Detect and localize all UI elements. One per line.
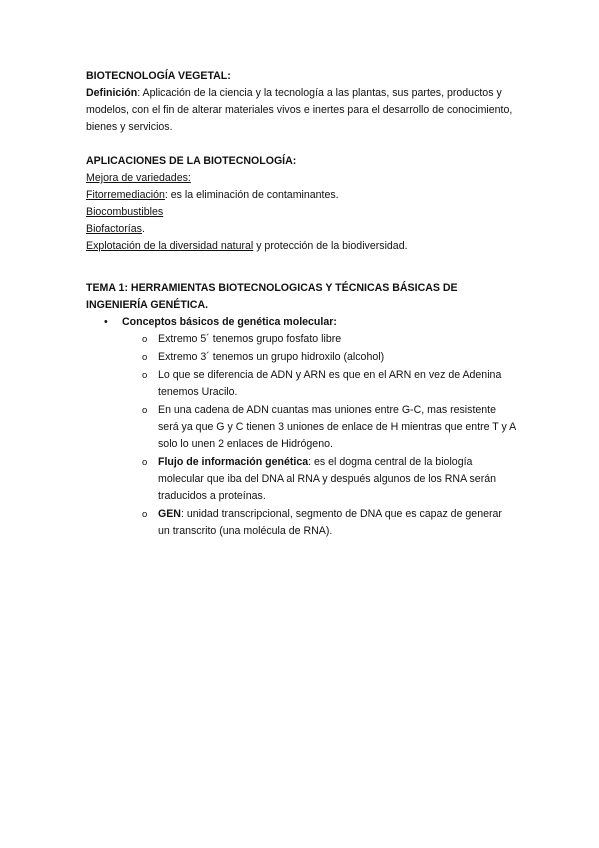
section-title-tema-1: TEMA 1: HERRAMIENTAS BIOTECNOLOGICAS Y TÉCNICAS BÁSICAS DE INGENIERÍA GENÉTICA. [86,282,458,311]
aplicacion-item: Biofactorías. [86,223,145,235]
list-item: o Extremo 3´ tenemos un grupo hidroxilo (alcohol) [86,349,516,366]
aplicacion-item: Fitorremediación: es la eliminación de contaminantes. [86,189,339,201]
list-item: o En una cadena de ADN cuantas mas uniones entre G-C, mas resistente será ya que G y C tienen 3 uniones de enlace de H mientras que entre T y A solo lo unen 2 enlaces de Hidrógeno. [142,404,516,450]
circle-bullet-icon: o [142,405,148,416]
list-item: o Lo que se diferencia de ADN y ARN es que en el ARN en vez de Adenina tenemos Uracilo. [142,369,502,398]
definition-label: Definición [86,87,138,99]
section-title-biotecnologia-vegetal: BIOTECNOLOGÍA VEGETAL: [86,70,231,82]
aplicacion-item: Explotación de la diversidad natural y protección de la biodiversidad. [86,240,408,252]
definition-text: : Aplicación de la ciencia y la tecnología a las plantas, sus partes, productos y modelos, con el fin de alterar materiales vivos e inertes para el desarrollo de conocimiento, bienes y servicios. [86,87,513,133]
list-item: o GEN: unidad transcripcional, segmento de DNA que es capaz de generar un transcrito (una molécula de RNA). [142,508,502,537]
aplicacion-item: Mejora de variedades: [86,172,191,184]
aplicacion-item: Biocombustibles [86,206,164,218]
aplicaciones-list [86,170,516,255]
bullet-label: Conceptos básicos de genética molecular: [122,316,337,328]
circle-bullet-icon: o [142,334,148,345]
list-item: o Flujo de información genética: es el dogma central de la biología molecular que iba del DNA al RNA y después algunos de los RNA serán traducidos a proteínas. [142,456,497,502]
bullet-conceptos-basicos [86,314,516,331]
conceptos-sub-list [86,331,516,540]
circle-bullet-icon: o [142,352,148,363]
circle-bullet-icon: o [142,457,148,468]
circle-bullet-icon: o [142,370,148,381]
document-page [86,68,516,541]
section-title-aplicaciones: APLICACIONES DE LA BIOTECNOLOGÍA: [86,155,297,167]
list-item: o Extremo 5´ tenemos grupo fosfato libre [86,331,516,348]
bullet-icon: • [104,316,108,328]
circle-bullet-icon: o [142,509,148,520]
definition-paragraph [86,85,516,136]
